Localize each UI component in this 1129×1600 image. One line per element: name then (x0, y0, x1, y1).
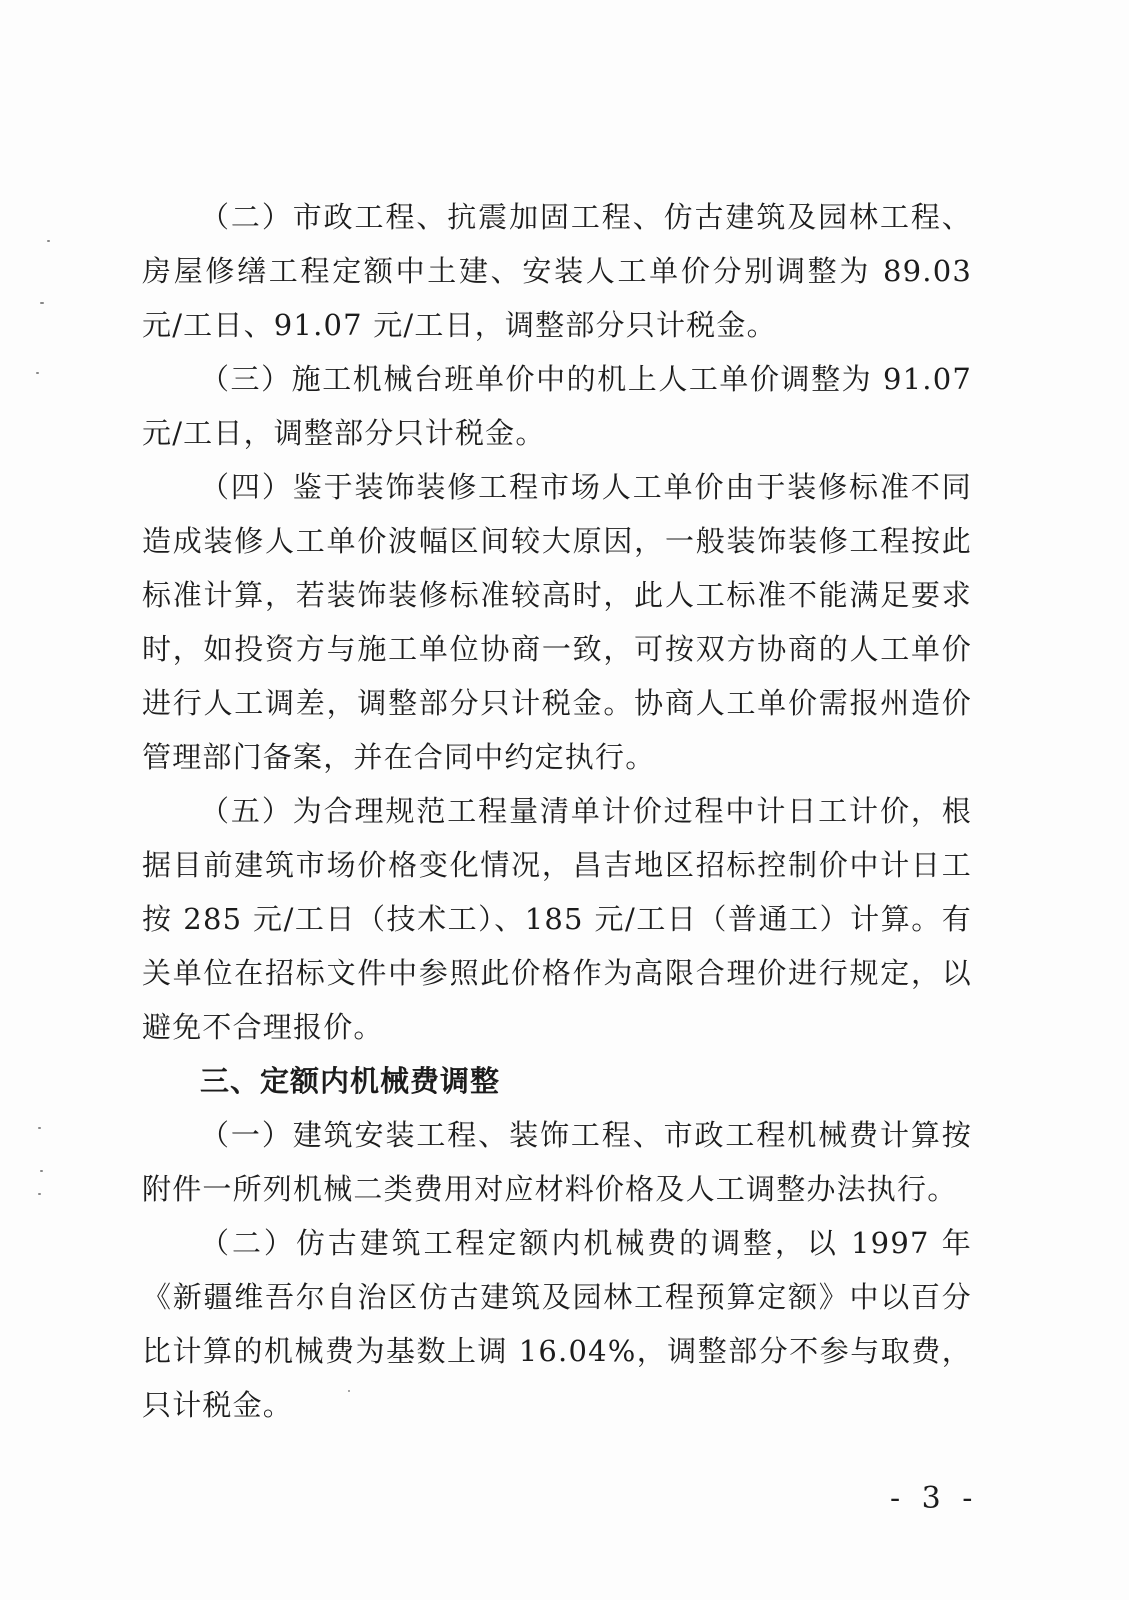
section-heading: 三、定额内机械费调整 (200, 1064, 501, 1098)
page-number: - 3 - (890, 1481, 979, 1516)
scan-speck (36, 372, 39, 374)
paragraph-machine-labor-rate: （三）施工机械台班单价中的机上人工单价调整为 91.07 元/工日，调整部分只计税金。 (142, 362, 972, 450)
paragraph-machinery-cost-calculation: （一）建筑安装工程、装饰工程、市政工程机械费计算按附件一所列机械二类费用对应材料价格及人工调整办法执行。 (142, 1118, 972, 1206)
scan-speck (40, 1170, 43, 1172)
paragraph-labor-rate-municipal: （二）市政工程、抗震加固工程、仿古建筑及园林工程、房屋修缮工程定额中土建、安装人工单价分别调整为 89.03 元/工日、91.07 元/工日，调整部分只计税金。 (142, 200, 972, 342)
paragraph-antique-building-machinery: （二）仿古建筑工程定额内机械费的调整，以 1997 年《新疆维吾尔自治区仿古建筑及园林工程预算定额》中以百分比计算的机械费为基数上调 16.04%，调整部分不参与取费，只计税金。 (142, 1226, 972, 1422)
scan-speck (38, 1193, 41, 1195)
scan-speck (47, 240, 50, 242)
scan-speck (38, 1127, 41, 1129)
scan-speck (40, 302, 44, 304)
paragraph-day-work-rate: （五）为合理规范工程量清单计价过程中计日工计价，根据目前建筑市场价格变化情况，昌吉地区招标控制价中计日工按 285 元/工日（技术工）、185 元/工日（普通工）计算。有关单位在招标文件中参照此价格作为高限合理价进行规定，以避免不合理报价。 (142, 794, 972, 1044)
paragraph-decoration-labor-rate: （四）鉴于装饰装修工程市场人工单价由于装修标准不同造成装修人工单价波幅区间较大原因，一般装饰装修工程按此标准计算，若装饰装修标准较高时，此人工标准不能满足要求时，如投资方与施工单位协商一致，可按双方协商的人工单价进行人工调差，调整部分只计税金。协商人工单价需报州造价管理部门备案，并在合同中约定执行。 (142, 470, 972, 774)
document-body (142, 190, 972, 1432)
